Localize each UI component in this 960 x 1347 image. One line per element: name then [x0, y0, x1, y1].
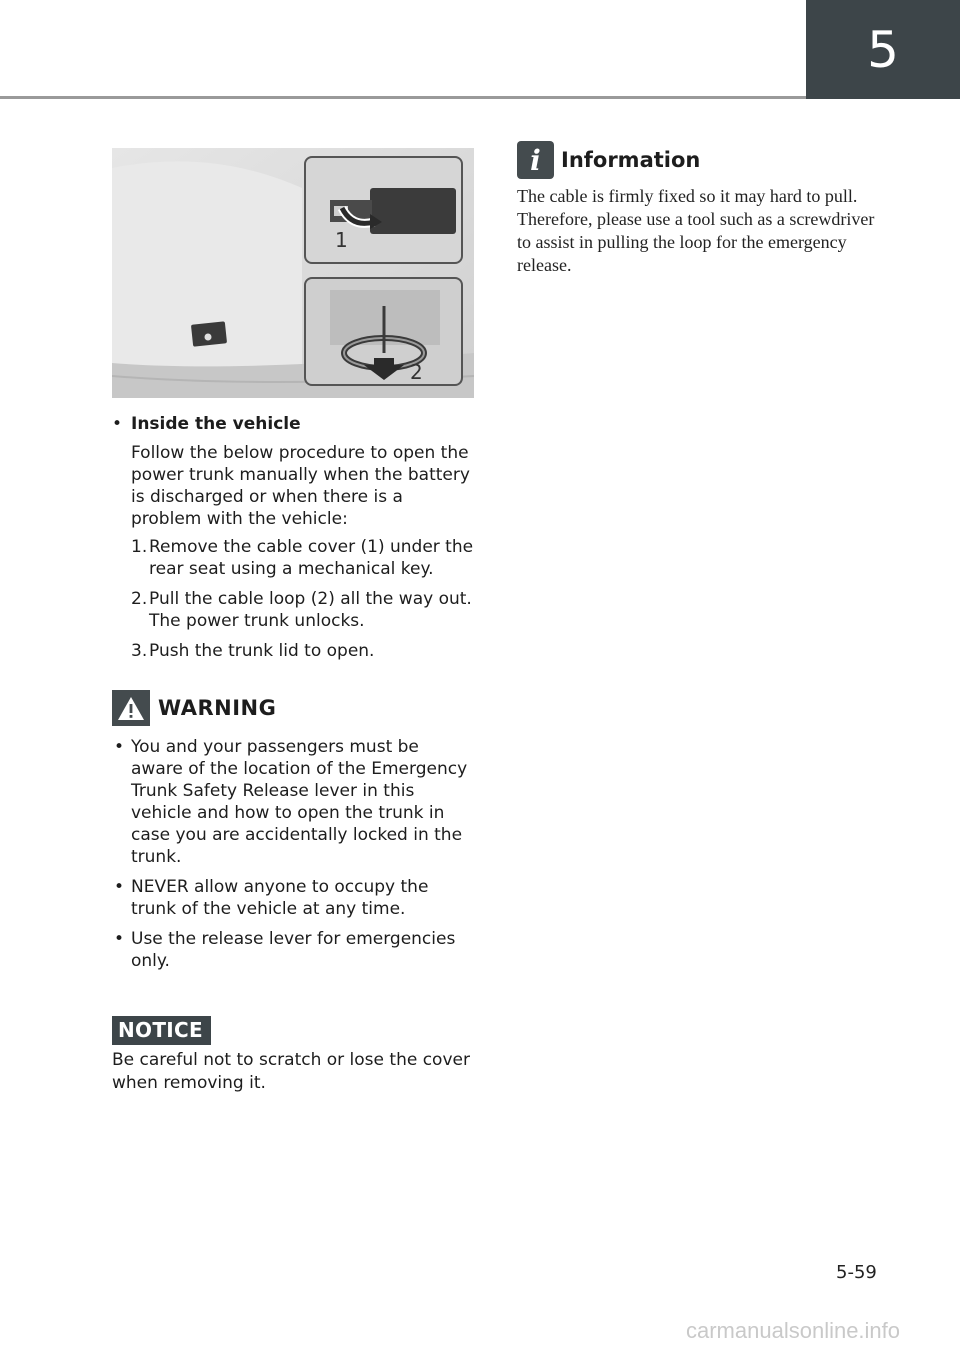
warning-header: [112, 690, 474, 726]
information-text: The cable is firmly fixed so it may hard to pull. Therefore, please use a tool such as a screwdriver to assist in pulling the loop for the emergency release.: [517, 186, 875, 275]
procedure-step: [131, 588, 474, 632]
page-number: 5-59: [836, 1262, 877, 1283]
trunk-release-figure: [112, 148, 474, 398]
information-title: Information: [561, 148, 701, 172]
step-text: Push the trunk lid to open.: [149, 641, 375, 661]
notice-label: NOTICE: [112, 1016, 211, 1045]
header-rule: [0, 96, 806, 99]
intro-text: Follow the below procedure to open the power trunk manually when the battery is discharged or when there is a problem with the vehicle:: [131, 443, 470, 529]
step-number: 1.: [131, 537, 148, 557]
warning-list: [112, 736, 474, 972]
notice-block: [112, 1016, 474, 1095]
warning-icon: [112, 690, 150, 726]
warning-item: • You and your passengers must be aware of the location of the Emergency Trunk Safety Release lever in this vehicle and how to open the trunk in case you are accidentally locked in the trunk.: [112, 736, 474, 868]
procedure-step: [131, 640, 474, 662]
procedure-steps: [131, 536, 474, 662]
warning-title: WARNING: [158, 696, 277, 720]
chapter-tab: [806, 0, 960, 99]
step-number: 2.: [131, 589, 148, 609]
watermark: carmanualsonline.info: [686, 1318, 901, 1343]
warning-item: • NEVER allow anyone to occupy the trunk of the vehicle at any time.: [112, 876, 474, 920]
procedure-step: [131, 536, 474, 580]
information-header: [517, 141, 879, 179]
info-icon: [517, 141, 554, 179]
chapter-number: 5: [867, 20, 899, 79]
information-block: [517, 141, 879, 277]
warning-item: • Use the release lever for emergencies only.: [112, 928, 474, 972]
left-column: [112, 412, 474, 980]
step-text: Remove the cable cover (1) under the rear seat using a mechanical key.: [149, 537, 474, 579]
step-number: 3.: [131, 641, 148, 661]
callout-1: 1: [335, 228, 348, 252]
callout-2: 2: [410, 360, 423, 384]
section-title: • Inside the vehicle: [112, 412, 474, 436]
info-icon-letter: i: [530, 143, 541, 177]
notice-text: Be careful not to scratch or lose the cover when removing it.: [112, 1050, 470, 1093]
step-text: Pull the cable loop (2) all the way out. The power trunk unlocks.: [149, 589, 472, 631]
